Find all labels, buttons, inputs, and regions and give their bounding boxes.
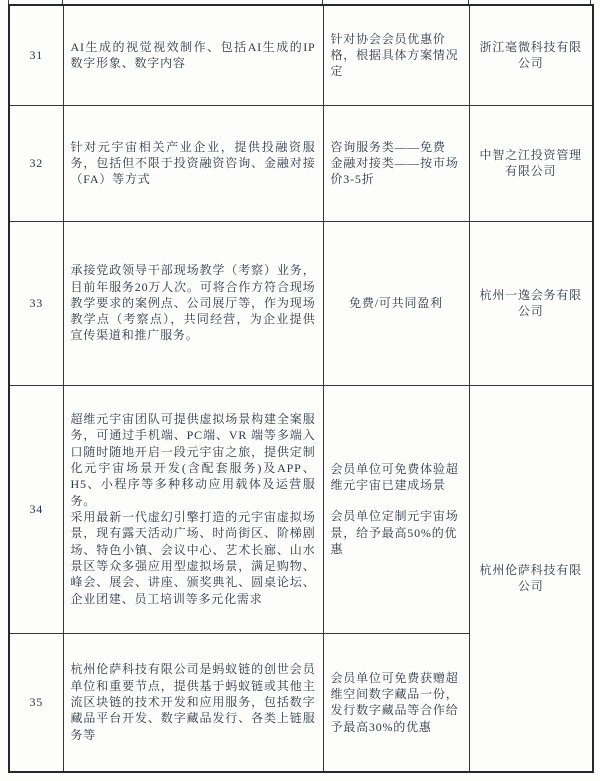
offer-paragraph: 金融对接类——按市场价3-5折 — [330, 155, 459, 187]
service-paragraph: AI生成的视觉视效制作、包括AI生成的IP数字形象、数字内容 — [70, 39, 316, 71]
row-number: 32 — [29, 155, 44, 170]
service-paragraph: 承接党政领导干部现场教学（考察）业务，目前年服务20万人次。可将合作方符合现场教学要求的案例点、公司展厅等，作为现场教学点（考察点），共同经营，为企业提供宣传渠道和推广服务。 — [70, 263, 316, 343]
table-row-32 — [9, 105, 593, 221]
service-paragraph: 超维元宇宙团队可提供虚拟场景构建全案服务，可通过手机端、PC端、VR 端等多端入口随时随地开启一段元宇宙之旅，提供定制化元宇宙场景开发(含配套服务)及APP、H5、小程序等多种移动应用载体及运营服务。 — [70, 412, 316, 508]
offer-terms-cell — [323, 5, 469, 105]
row-number-cell — [9, 633, 63, 772]
offer-terms-cell — [323, 105, 469, 221]
row-number-cell — [9, 105, 63, 221]
company-name-cell — [469, 221, 593, 385]
company-name-cell-merged — [469, 385, 593, 772]
offer-paragraph: 会员单位可免费体验超维元宇宙已建成场景 — [330, 461, 459, 493]
offer-terms-cell — [323, 633, 469, 772]
company-name: 浙江毫微科技有限公司 — [479, 39, 582, 71]
service-paragraph: 杭州伦萨科技有限公司是蚂蚁链的创世会员单位和重要节点，提供基于蚂蚁链或其他主流区块链的技术开发和应用服务，包括数字藏品平台开发、数字藏品发行、各类上链服务等 — [70, 662, 316, 742]
table-row-31 — [9, 5, 593, 105]
row-number: 35 — [29, 695, 44, 710]
service-description-cell — [63, 221, 323, 385]
row-number-cell — [9, 385, 63, 633]
offer-paragraph: 咨询服务类——免费 — [330, 139, 446, 154]
company-name: 杭州伦萨科技有限公司 — [479, 562, 582, 594]
row-number: 33 — [29, 295, 44, 310]
offer-paragraph: 免费/可共同盈利 — [349, 295, 443, 310]
service-description-cell — [63, 105, 323, 221]
row-number: 31 — [29, 48, 44, 63]
company-name: 中智之江投资管理有限公司 — [479, 147, 582, 178]
service-description-cell — [63, 5, 323, 105]
company-name-cell — [469, 105, 593, 221]
service-description-cell — [63, 633, 323, 772]
company-name: 杭州一逸会务有限公司 — [479, 287, 582, 318]
offer-paragraph: 会员单位定制元宇宙场景，给予最高50%的优惠 — [330, 509, 459, 556]
service-paragraph: 针对元宇宙相关产业企业，提供投融资服务，包括但不限于投资融资咨询、金融对接（FA）等方式 — [70, 139, 316, 187]
table-row-33 — [9, 221, 593, 385]
member-benefits-table — [8, 4, 594, 773]
offer-terms-cell — [323, 385, 469, 633]
offer-terms-cell — [323, 221, 469, 385]
company-name-cell — [469, 5, 593, 105]
offer-paragraph: 针对协会会员优惠价格，根据具体方案情况定 — [330, 31, 459, 79]
offer-paragraph: 会员单位可免费获赠超维空间数字藏品一份，发行数字藏品等合作给予最高30%的优惠 — [330, 670, 459, 734]
service-paragraph: 采用最新一代虚幻引擎打造的元宇宙虚拟场景，现有露天活动广场、时尚街区、阶梯剧场、特色小镇、会议中心、艺术长廊、山水景区等众多强应用型虚拟场景，满足购物、峰会、展会、讲座、颁奖典礼、圆桌论坛、企业团建、员工培训等多元化需求 — [70, 510, 316, 606]
row-number: 34 — [29, 501, 44, 516]
service-description-cell — [63, 385, 323, 633]
table-row-34 — [9, 385, 593, 633]
row-number-cell — [9, 5, 63, 105]
row-number-cell — [9, 221, 63, 385]
